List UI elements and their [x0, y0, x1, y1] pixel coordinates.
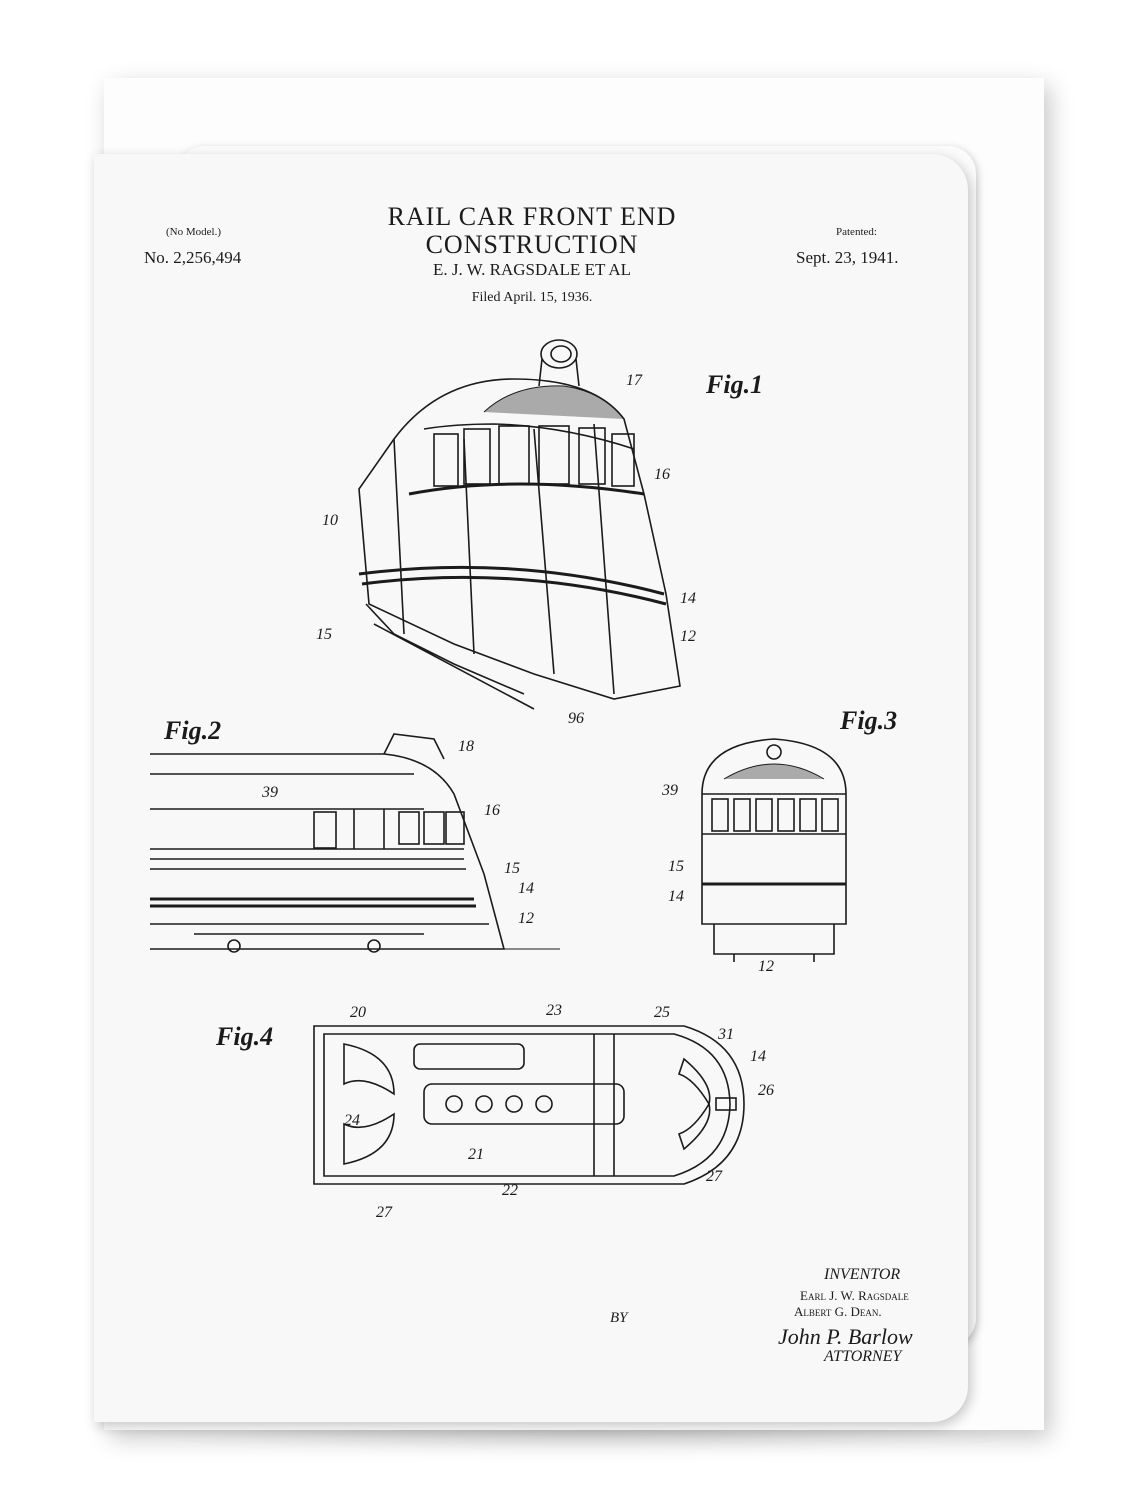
patent-drawings — [94, 154, 968, 1422]
fig1-ref-15: 15 — [316, 626, 332, 643]
patented-label: Patented: — [836, 226, 877, 238]
fig4-ref-23: 23 — [546, 1002, 562, 1019]
fig2-ref-14: 14 — [518, 880, 534, 897]
fig4-ref-26: 26 — [758, 1082, 774, 1099]
fig3-title: Fig.3 — [840, 706, 898, 735]
fig1-ref-96: 96 — [568, 710, 584, 727]
inventor-name-1: Earl J. W. Ragsdale — [800, 1288, 909, 1303]
inventor-label: INVENTOR — [824, 1266, 901, 1283]
fig1-drawing — [359, 340, 680, 709]
fig4-ref-14: 14 — [750, 1048, 766, 1065]
fig4-ref-25: 25 — [654, 1004, 670, 1021]
fig2-ref-15: 15 — [504, 860, 520, 877]
fig3-ref-15: 15 — [668, 858, 684, 875]
greeting-card-front — [94, 154, 968, 1422]
fig4-ref-20: 20 — [350, 1004, 366, 1021]
fig2-title: Fig.2 — [164, 716, 222, 745]
fig1-ref-14: 14 — [680, 590, 696, 607]
patent-number: No. 2,256,494 — [144, 248, 242, 267]
fig4-ref-31: 31 — [718, 1026, 734, 1043]
inventors-header: E. J. W. RAGSDALE ET AL — [432, 260, 632, 279]
filed-date: Filed April. 15, 1936. — [471, 290, 593, 305]
fig2-ref-39: 39 — [262, 784, 278, 801]
fig4-ref-27-left: 27 — [376, 1204, 392, 1221]
fig2-drawing — [150, 734, 560, 952]
fig4-ref-27-right: 27 — [706, 1168, 722, 1185]
fig1-ref-17: 17 — [626, 372, 642, 389]
fig1-ref-16: 16 — [654, 466, 670, 483]
by-label: BY — [610, 1310, 628, 1326]
fig4-ref-21: 21 — [468, 1146, 484, 1163]
fig3-drawing — [702, 739, 846, 962]
fig4-ref-22: 22 — [502, 1182, 518, 1199]
patent-title-line2: CONSTRUCTION — [425, 230, 639, 259]
patented-date: Sept. 23, 1941. — [796, 248, 899, 267]
fig2-ref-12: 12 — [518, 910, 534, 927]
patent-title-line1: RAIL CAR FRONT END — [387, 202, 677, 231]
no-model-label: (No Model.) — [166, 226, 221, 238]
fig3-ref-12: 12 — [758, 958, 774, 975]
attorney-signature: John P. Barlow — [778, 1324, 913, 1349]
fig4-title: Fig.4 — [216, 1022, 274, 1051]
fig3-ref-39: 39 — [662, 782, 678, 799]
fig4-drawing — [314, 1026, 744, 1184]
fig3-ref-14: 14 — [668, 888, 684, 905]
fig1-ref-12: 12 — [680, 628, 696, 645]
attorney-label: ATTORNEY — [824, 1348, 902, 1365]
fig1-ref-10: 10 — [322, 512, 338, 529]
fig2-ref-16: 16 — [484, 802, 500, 819]
fig2-ref-18: 18 — [458, 738, 474, 755]
inventor-name-2: Albert G. Dean. — [794, 1304, 882, 1319]
fig1-title: Fig.1 — [706, 370, 764, 399]
fig4-ref-24: 24 — [344, 1112, 360, 1129]
